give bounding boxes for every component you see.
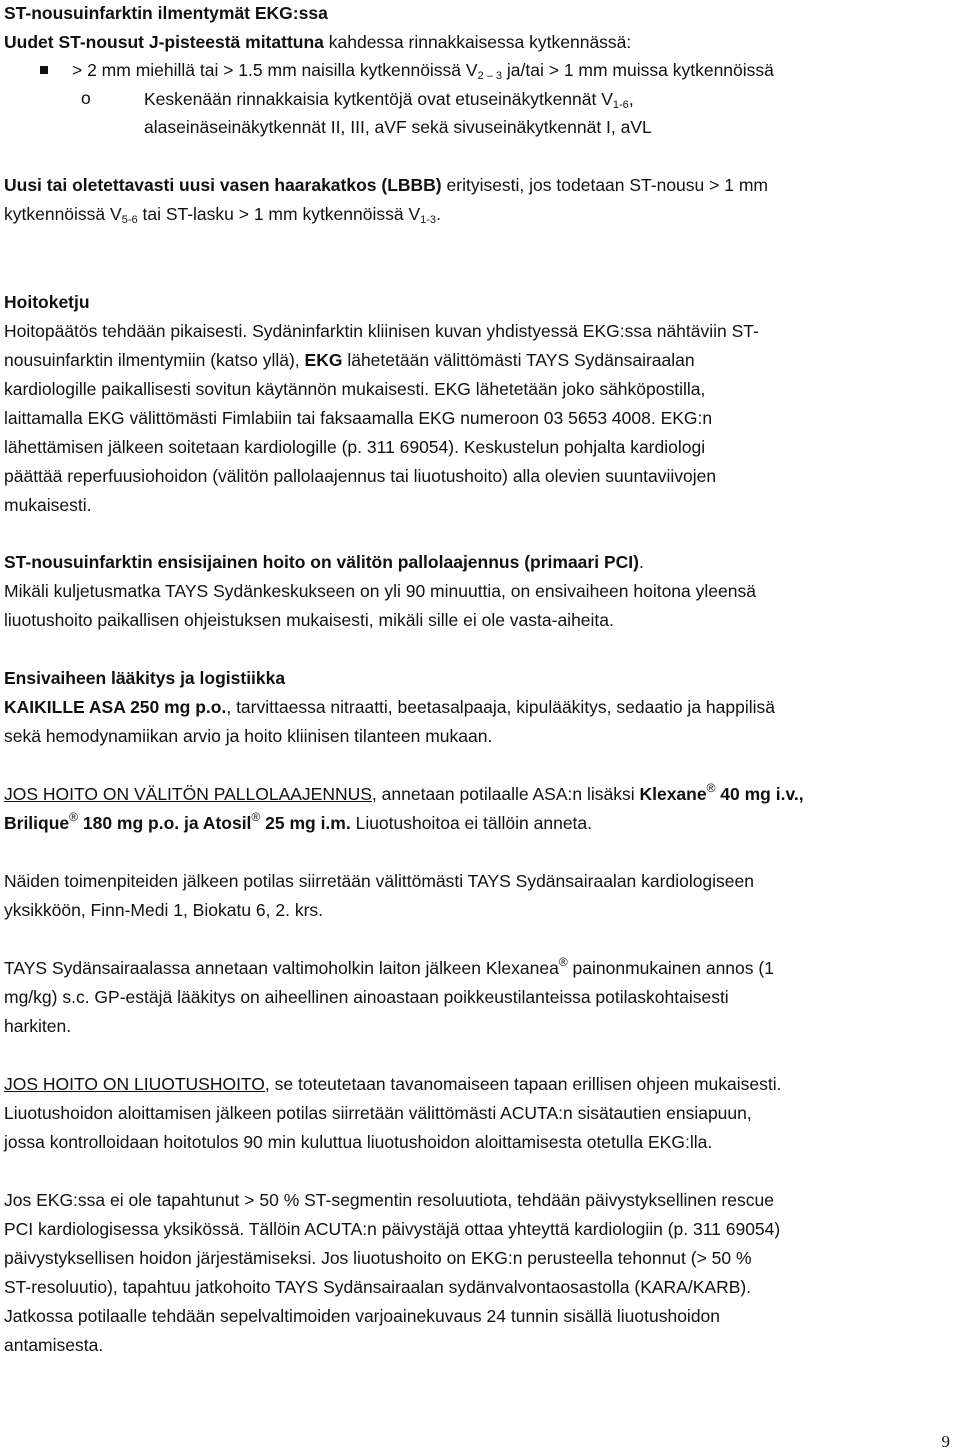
transfer-line-1: Näiden toimenpiteiden jälkeen potilas siirretään välittömästi TAYS Sydänsairaalan kardiologiseen bbox=[4, 871, 755, 891]
rescue-line-2: PCI kardiologisessa yksikössä. Tällöin ACUTA:n päivystäjä ottaa yhteyttä kardiologiin (p. 311 69054) bbox=[4, 1219, 781, 1239]
care-chain-line-7: mukaisesti. bbox=[4, 495, 92, 515]
subscript-v1-6: 1-6 bbox=[612, 99, 629, 111]
criteria-intro-bold: Uudet ST-nousut J-pisteestä mitattuna bbox=[4, 32, 324, 52]
rescue-line-1: Jos EKG:ssa ei ole tapahtunut > 50 % ST-segmentin resoluutiota, tehdään päivystyksellinen rescue bbox=[4, 1190, 774, 1210]
care-chain-text-a: nousuinfarktin ilmentymiin (katso yllä), bbox=[4, 350, 305, 370]
subscript-v2-3: 2 – 3 bbox=[477, 70, 503, 82]
klexanea-line-1 bbox=[4, 957, 774, 979]
heading-ensivaiheen: Ensivaiheen lääkitys ja logistiikka bbox=[4, 668, 286, 688]
brilique-bold: Brilique bbox=[4, 813, 70, 833]
care-chain-line-3: kardiologille paikallisesti sovitun käytännön mukaisesti. EKG lähetetään joko sähköpostilla, bbox=[4, 379, 706, 399]
care-chain-line-5: lähettämisen jälkeen soitetaan kardiologille (p. 311 69054). Keskustelun pohjalta kardiologi bbox=[4, 437, 706, 457]
registered-mark-icon: ® bbox=[69, 810, 78, 824]
heading-hoitoketju: Hoitoketju bbox=[4, 292, 90, 312]
klexanea-line-3: harkiten. bbox=[4, 1016, 72, 1036]
thrombolysis-line-1 bbox=[4, 1073, 782, 1095]
care-chain-text-c: lähetetään välittömästi TAYS Sydänsairaalan bbox=[342, 350, 695, 370]
sub-bullet-leads-cont: alaseinäseinäkytkennät II, III, aVF sekä sivuseinäkytkennät I, aVL bbox=[144, 117, 652, 137]
bullet-criteria-text-b: ja/tai > 1 mm muissa kytkennöissä bbox=[502, 60, 774, 80]
pci-med-text: , annetaan potilaalle ASA:n lisäksi bbox=[371, 784, 640, 804]
rescue-line-5: Jatkossa potilaalle tehdään sepelvaltimoiden varjoainekuvaus 24 tunnin sisällä liuotushoidon bbox=[4, 1306, 721, 1326]
asa-line bbox=[4, 696, 775, 718]
square-bullet-icon bbox=[40, 66, 48, 74]
care-chain-line-2 bbox=[4, 349, 695, 371]
pci-underlined: JOS HOITO ON VÄLITÖN PALLOLAAJENNUS bbox=[4, 784, 372, 804]
thrombolysis-rest: , se toteutetaan tavanomaiseen tapaan erillisen ohjeen mukaisesti. bbox=[264, 1074, 782, 1094]
care-chain-line-6: päättää reperfuusiohoidon (välitön pallolaajennus tai liuotushoito) alla olevien suuntaviivojen bbox=[4, 466, 717, 486]
page-number: 9 bbox=[941, 1432, 950, 1451]
atosil-dose: 25 mg i.m. bbox=[260, 813, 351, 833]
thrombolysis-line-2: Liuotushoidon aloittamisen jälkeen potilas siirretään välittömästi ACUTA:n sisätautien ensiapuun, bbox=[4, 1103, 752, 1123]
primary-pci-line bbox=[4, 551, 644, 573]
asa-bold: KAIKILLE ASA 250 mg p.o. bbox=[4, 697, 227, 717]
transport-line-1: Mikäli kuljetusmatka TAYS Sydänkeskukseen on yli 90 minuuttia, on ensivaiheen hoitona yleensä bbox=[4, 581, 756, 601]
primary-pci-bold: ST-nousuinfarktin ensisijainen hoito on välitön pallolaajennus (primaari PCI) bbox=[4, 552, 639, 572]
sub-bullet-text-a: Keskenään rinnakkaisia kytkentöjä ovat etuseinäkytkennät V bbox=[144, 89, 613, 109]
asa-line-2: sekä hemodynamiikan arvio ja hoito kliinisen tilanteen mukaan. bbox=[4, 726, 493, 746]
klexane-dose: 40 mg i.v., bbox=[715, 784, 804, 804]
primary-pci-period: . bbox=[638, 552, 644, 572]
klexanea-text-b: painonmukainen annos (1 bbox=[567, 958, 774, 978]
thrombolysis-underlined: JOS HOITO ON LIUOTUSHOITO bbox=[4, 1074, 265, 1094]
brilique-atosil-dose: 180 mg p.o. ja Atosil bbox=[78, 813, 252, 833]
klexanea-text-a: TAYS Sydänsairaalassa annetaan valtimoholkin laiton jälkeen Klexanea bbox=[4, 958, 559, 978]
transport-line-2: liuotushoito paikallisen ohjeistuksen mukaisesti, mikäli sille ei ole vasta-aiheita. bbox=[4, 610, 614, 630]
transfer-line-2: yksikköön, Finn-Medi 1, Biokatu 6, 2. krs. bbox=[4, 900, 324, 920]
bullet-criteria-mm bbox=[72, 59, 774, 81]
registered-mark-icon: ® bbox=[251, 810, 261, 824]
subscript-v1-3: 1-3 bbox=[420, 214, 437, 226]
lbbb-text-c: . bbox=[436, 204, 441, 224]
rescue-line-4: ST-resoluutio), tapahtuu jatkohoito TAYS Sydänsairaalan sydänvalvontaosastolla (KARA/KARB). bbox=[4, 1277, 752, 1297]
registered-mark-icon: ® bbox=[706, 781, 716, 795]
lbbb-text-a: kytkennöissä V bbox=[4, 204, 122, 224]
klexanea-line-2: mg/kg) s.c. GP-estäjä lääkitys on aiheellinen ainoastaan poikkeustilanteissa potilaskohtaisesti bbox=[4, 987, 729, 1007]
care-chain-line-4: laittamalla EKG välittömästi Fimlabiin tai faksaamalla EKG numeroon 03 5653 4008. EKG:n bbox=[4, 408, 713, 428]
lbbb-line-2 bbox=[4, 203, 441, 225]
care-chain-ekg-bold: EKG bbox=[304, 350, 343, 370]
pci-medication-line-1 bbox=[4, 783, 804, 805]
no-thrombolysis-text: Liuotushoitoa ei tällöin anneta. bbox=[350, 813, 593, 833]
lbbb-line-1 bbox=[4, 174, 768, 196]
sub-bullet-text-b: , bbox=[628, 89, 634, 109]
registered-mark-icon: ® bbox=[558, 955, 568, 969]
asa-rest: , tarvittaessa nitraatti, beetasalpaaja, kipulääkitys, sedaatio ja happilisä bbox=[226, 697, 775, 717]
rescue-line-3: päivystyksellisen hoidon järjestämiseksi. Jos liuotushoito on EKG:n perusteella tehonnut (> 50 % bbox=[4, 1248, 752, 1268]
bullet-criteria-text-a: > 2 mm miehillä tai > 1.5 mm naisilla kytkennöissä V bbox=[72, 60, 478, 80]
circle-bullet-icon: o bbox=[81, 88, 91, 108]
lbbb-bold: Uusi tai oletettavasti uusi vasen haarakatkos (LBBB) bbox=[4, 175, 442, 195]
care-chain-line-1: Hoitopäätös tehdään pikaisesti. Sydäninfarktin kliinisen kuvan yhdistyessä EKG:ssa nähtäviin ST- bbox=[4, 321, 759, 341]
criteria-intro bbox=[4, 31, 631, 53]
section-title-st-elevation: ST-nousuinfarktin ilmentymät EKG:ssa bbox=[4, 3, 328, 23]
sub-bullet-leads bbox=[144, 88, 634, 110]
thrombolysis-line-3: jossa kontrolloidaan hoitotulos 90 min kuluttua liuotushoidon aloittamisesta otetulla EKG:lla. bbox=[4, 1132, 713, 1152]
pci-medication-line-2 bbox=[4, 812, 592, 834]
subscript-v5-6: 5-6 bbox=[121, 214, 138, 226]
klexane-bold: Klexane bbox=[639, 784, 707, 804]
lbbb-rest: erityisesti, jos todetaan ST-nousu > 1 mm bbox=[441, 175, 768, 195]
rescue-line-6: antamisesta. bbox=[4, 1335, 104, 1355]
criteria-intro-rest: kahdessa rinnakkaisessa kytkennässä: bbox=[323, 32, 632, 52]
lbbb-text-b: tai ST-lasku > 1 mm kytkennöissä V bbox=[137, 204, 421, 224]
